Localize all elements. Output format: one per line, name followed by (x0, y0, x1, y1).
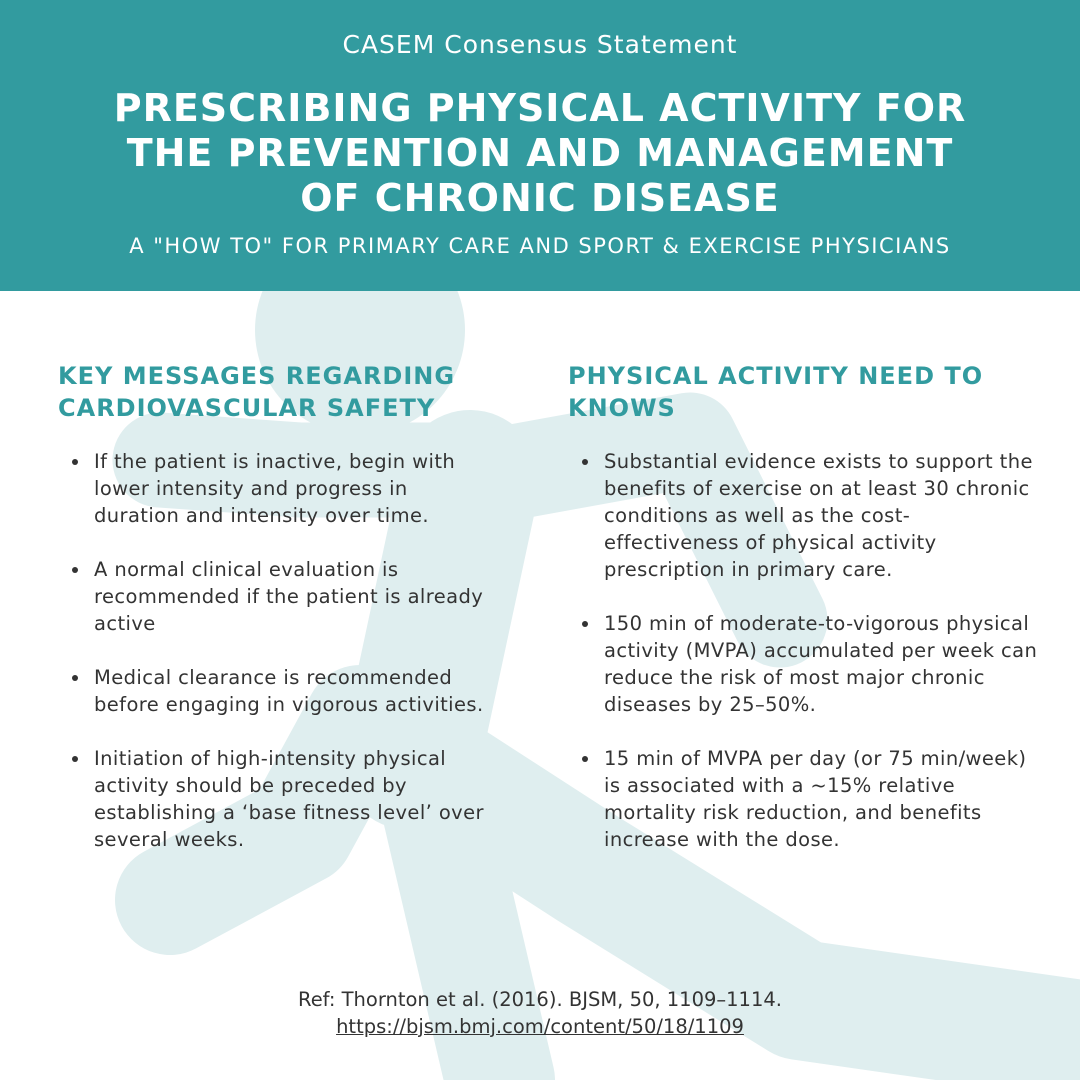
need-to-knows-heading: PHYSICAL ACTIVITY NEED TO KNOWS (568, 362, 984, 422)
header-eyebrow: CASEM Consensus Statement (342, 30, 738, 59)
list-item: 150 min of moderate-to-vigorous physical activity (MVPA) accumulated per week can reduce the risk of most major chronic diseases by 25–50%. (568, 610, 1038, 718)
need-to-knows-list (568, 448, 1038, 853)
list-item: Medical clearance is recommended before engaging in vigorous activities. (58, 664, 488, 718)
list-item: A normal clinical evaluation is recommended if the patient is already active (58, 556, 488, 637)
page-title: PRESCRIBING PHYSICAL ACTIVITY FOR THE PREVENTION AND MANAGEMENT OF CHRONIC DISEASE (113, 86, 967, 220)
list-item: Initiation of high-intensity physical activity should be preceded by establishing a ‘base fitness level’ over several weeks. (58, 745, 488, 853)
list-item: 15 min of MVPA per day (or 75 min/week) is associated with a ~15% relative mortality risk reduction, and benefits increase with the dose. (568, 745, 1038, 853)
reference-footer (0, 986, 1080, 1040)
cardiovascular-safety-heading: KEY MESSAGES REGARDING CARDIOVASCULAR SAFETY (58, 362, 456, 422)
header-banner (0, 0, 1080, 291)
cardiovascular-safety-section (58, 360, 488, 880)
header-subtitle: A "HOW TO" FOR PRIMARY CARE AND SPORT & EXERCISE PHYSICIANS (129, 234, 951, 258)
list-item: Substantial evidence exists to support the benefits of exercise on at least 30 chronic conditions as well as the cost-effectiveness of physical activity prescription in primary care. (568, 448, 1038, 583)
need-to-knows-section (568, 360, 1038, 880)
reference-link[interactable]: https://bjsm.bmj.com/content/50/18/1109 (336, 1015, 744, 1038)
list-item: If the patient is inactive, begin with lower intensity and progress in duration and intensity over time. (58, 448, 488, 529)
cardiovascular-safety-list (58, 448, 488, 853)
reference-text: Ref: Thornton et al. (2016). BJSM, 50, 1109–1114. (298, 988, 782, 1011)
